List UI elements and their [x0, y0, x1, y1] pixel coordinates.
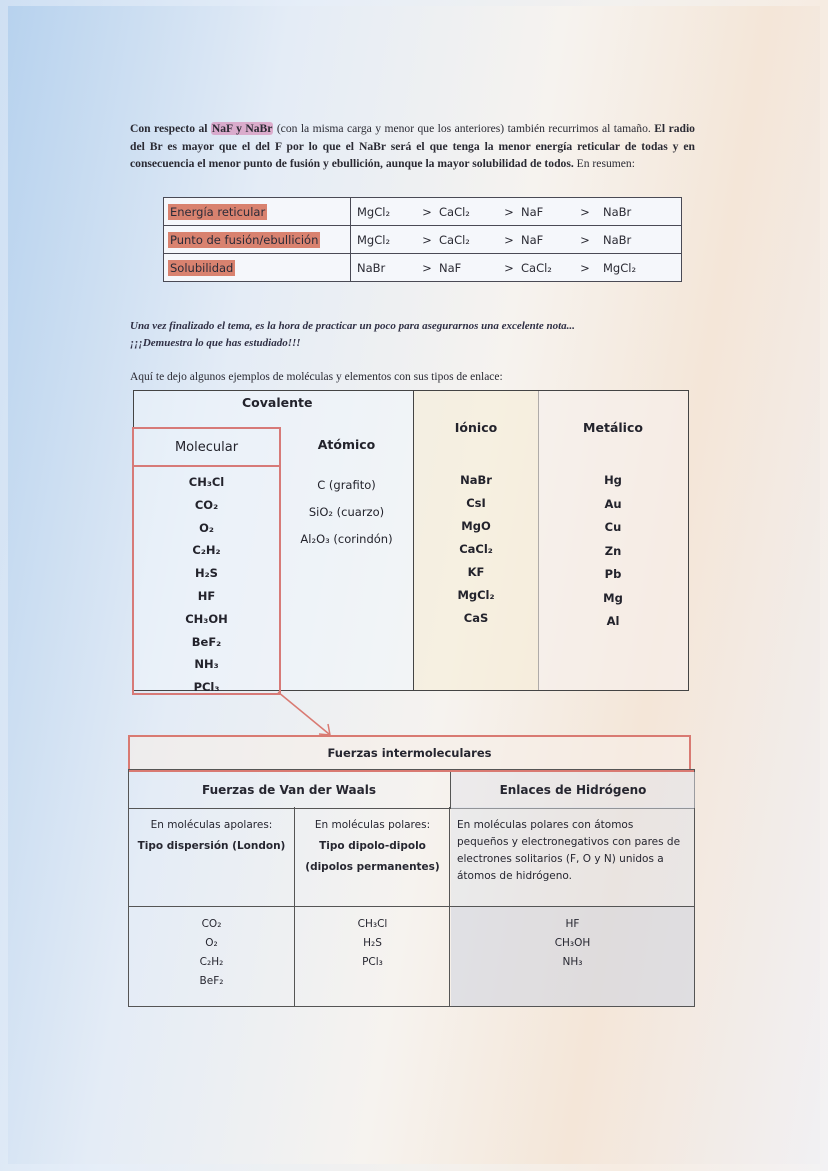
list-item: KF: [467, 565, 485, 579]
apolar-label: En moléculas apolares:: [150, 819, 273, 831]
summary-operator: >: [422, 204, 432, 219]
summary-label: Punto de fusión/ebullición: [170, 232, 319, 247]
hydrogen-bond-header: Enlaces de Hidrógeno: [450, 772, 695, 808]
summary-value: CaCl₂: [439, 204, 470, 219]
list-item: Hg: [604, 473, 622, 487]
summary-value: CaCl₂: [521, 260, 552, 275]
list-item: Cu: [604, 520, 622, 534]
summary-value: MgCl₂: [357, 204, 391, 219]
list-item: H₂S: [195, 566, 218, 581]
list-item: CH₃Cl: [188, 475, 225, 489]
list-item: O₂: [199, 520, 214, 535]
intro-text-a: Con respecto al: [130, 122, 208, 135]
list-item: C₂H₂: [199, 956, 224, 968]
intro-highlight-naf-nabr: NaF y NaBr: [211, 122, 273, 135]
summary-table: [163, 197, 682, 282]
intro-text-b: (con la misma carga y menor que los anteriores) también recurrimos al tamaño.: [276, 122, 651, 135]
summary-operator: >: [580, 260, 590, 275]
imf-header-row: [129, 770, 694, 809]
ionic-column: [413, 390, 539, 691]
molecular-box: [132, 427, 281, 695]
bond-types-table: [133, 390, 690, 695]
summary-value: NaBr: [603, 204, 632, 219]
list-item: C (grafito): [317, 478, 376, 492]
summary-operator: >: [504, 260, 514, 275]
summary-value: NaF: [439, 260, 462, 275]
hydrogen-bond-examples-cell: [451, 907, 694, 1006]
polar-type: Tipo dipolo-dipolo: [319, 840, 426, 852]
list-item: MgO: [461, 519, 491, 533]
summary-label: Energía reticular: [170, 204, 266, 219]
list-item: PCl₃: [362, 956, 383, 968]
atomic-column: [284, 437, 409, 553]
list-item: NH₃: [562, 956, 583, 968]
metallic-header: Metálico: [583, 420, 643, 435]
list-item: CH₃OH: [185, 611, 228, 626]
list-item: CO₂: [194, 497, 219, 512]
summary-value: NaF: [521, 232, 544, 247]
molecular-list: [134, 467, 279, 699]
list-item: NaBr: [460, 473, 492, 487]
molecular-header: Molecular: [134, 429, 279, 467]
list-item: PCl₃: [193, 680, 220, 695]
imf-grid: [128, 769, 695, 1007]
covalent-column: [133, 390, 413, 695]
list-item: SiO₂ (cuarzo): [308, 505, 385, 519]
polar-examples-cell: [296, 907, 450, 1006]
hydrogen-bond-description: En moléculas polares con átomos pequeños y electronegativos con pares de electrones solitarios (F, O y N) unidos a átomos de hidrógeno.: [451, 807, 694, 906]
summary-operator: >: [422, 232, 432, 247]
summary-value: MgCl₂: [357, 232, 391, 247]
polar-label: En moléculas polares:: [314, 819, 431, 831]
list-item: Al: [606, 614, 620, 628]
summary-value: MgCl₂: [603, 260, 637, 275]
list-item: CH₃Cl: [357, 918, 388, 930]
summary-operator: >: [580, 204, 590, 219]
intro-text-c: El radio del Br es mayor que el del F por lo que el NaBr será el que tenga la menor energía reticular de todas y en consecuencia el menor punto de fusión y ebullición, aunque la mayor solubilidad de todos.: [130, 122, 695, 170]
list-item: HF: [565, 918, 580, 930]
summary-operator: >: [422, 260, 432, 275]
list-item: NH₃: [194, 657, 219, 672]
ionic-list: [414, 469, 538, 630]
list-item: CO₂: [201, 918, 222, 930]
list-item: CaCl₂: [459, 542, 493, 556]
list-item: CaS: [463, 611, 489, 625]
list-item: C₂H₂: [192, 543, 221, 558]
list-item: HF: [197, 588, 216, 603]
summary-value: CaCl₂: [439, 232, 470, 247]
list-item: BeF₂: [191, 634, 222, 649]
summary-row: [164, 254, 682, 282]
summary-operator: >: [504, 204, 514, 219]
imf-title: Fuerzas intermoleculares: [128, 735, 691, 769]
apolar-cell: [129, 807, 295, 906]
covalent-header: Covalente: [242, 395, 313, 410]
list-item: CsI: [466, 496, 486, 510]
list-item: Pb: [604, 567, 622, 581]
tagline-line: Una vez finalizado el tema, es la hora de practicar un poco para asegurarnos una excelente nota...: [130, 320, 575, 332]
polar-subtype: (dipolos permanentes): [305, 861, 440, 873]
intro-paragraph: [130, 120, 695, 173]
list-item: Mg: [603, 590, 623, 605]
list-item: Zn: [604, 543, 622, 558]
list-item: Au: [604, 496, 622, 511]
summary-row: [164, 226, 682, 254]
summary-value: NaBr: [603, 232, 632, 247]
atomic-header: Atómico: [317, 437, 376, 452]
polar-cell: [296, 807, 450, 906]
metallic-column: [538, 390, 689, 691]
apolar-examples-cell: [129, 907, 295, 1006]
van-der-waals-header: Fuerzas de Van der Waals: [201, 783, 377, 797]
metallic-list: [538, 469, 688, 634]
list-item: MgCl₂: [457, 588, 495, 602]
intermolecular-forces-table: [128, 735, 691, 1007]
summary-label: Solubilidad: [170, 260, 234, 275]
atomic-list: [284, 472, 409, 553]
ionic-header: Iónico: [454, 420, 498, 435]
list-item: BeF₂: [199, 975, 224, 987]
list-item: CH₃OH: [554, 937, 591, 949]
practice-tagline: [130, 318, 690, 352]
intro-text-d: En resumen:: [576, 157, 635, 170]
summary-operator: >: [580, 232, 590, 247]
list-item: O₂: [205, 937, 218, 949]
examples-intro: Aquí te dejo algunos ejemplos de moléculas y elementos con sus tipos de enlace:: [130, 371, 503, 383]
list-item: H₂S: [363, 937, 382, 949]
summary-value: NaF: [521, 204, 544, 219]
summary-row: [164, 198, 682, 226]
tagline-line: ¡¡¡Demuestra lo que has estudiado!!!: [130, 337, 301, 349]
apolar-type: Tipo dispersión (London): [137, 840, 286, 852]
summary-operator: >: [504, 232, 514, 247]
summary-value: NaBr: [357, 260, 386, 275]
list-item: Al₂O₃ (corindón): [300, 532, 393, 546]
